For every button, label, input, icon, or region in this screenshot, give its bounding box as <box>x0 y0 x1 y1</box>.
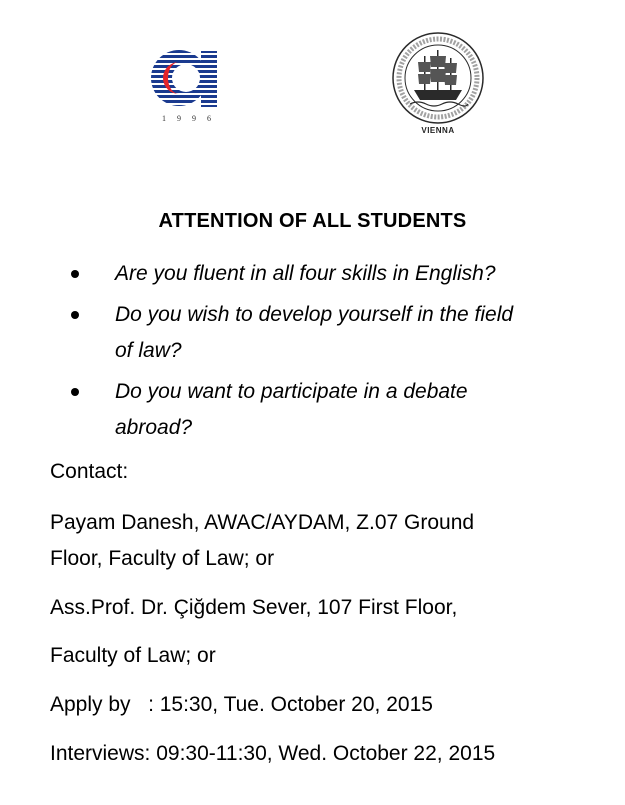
contact-person-2-continued <box>50 638 610 674</box>
seal-city-label: VIENNA <box>421 126 455 135</box>
university-logo <box>148 44 234 128</box>
question-item <box>0 297 625 369</box>
contact-label: Contact: <box>50 460 129 483</box>
bullet-icon <box>71 311 79 319</box>
question-text-continued: abroad? <box>115 416 193 439</box>
question-text: Do you wish to develop yourself in the field <box>115 303 514 326</box>
contact-person-2 <box>50 590 610 626</box>
contact-person-2-line2: Faculty of Law; or <box>50 644 216 667</box>
question-text-continued: of law? <box>115 339 182 362</box>
notice-heading: ATTENTION OF ALL STUDENTS <box>158 210 467 232</box>
apply-label: Apply by <box>50 693 131 716</box>
contact-person-1-line2: Floor, Faculty of Law; or <box>50 547 275 570</box>
contact-person-1-line1: Payam Danesh, AWAC/AYDAM, Z.07 Ground <box>50 511 475 534</box>
university-logo-icon <box>148 44 234 114</box>
bullet-icon <box>71 270 79 278</box>
interviews-label: Interviews: <box>50 742 151 765</box>
question-text: Are you fluent in all four skills in English? <box>115 262 496 285</box>
bullet-icon <box>71 388 79 396</box>
interviews-value: 09:30-11:30, Wed. October 22, 2015 <box>156 742 496 765</box>
ship-seal-icon <box>388 30 488 126</box>
interview-schedule <box>50 736 610 772</box>
logo-year: 1996 <box>162 114 222 123</box>
apply-value: : 15:30, Tue. October 20, 2015 <box>148 693 433 716</box>
contact-person-2-line1: Ass.Prof. Dr. Çiğdem Sever, 107 First Floor, <box>50 596 458 619</box>
question-item <box>0 256 625 292</box>
contact-person-1 <box>50 505 610 577</box>
question-text: Do you want to participate in a debate <box>115 380 468 403</box>
question-item <box>0 374 625 446</box>
question-list <box>0 256 625 451</box>
vis-moot-seal <box>388 30 488 145</box>
apply-deadline <box>50 687 610 723</box>
